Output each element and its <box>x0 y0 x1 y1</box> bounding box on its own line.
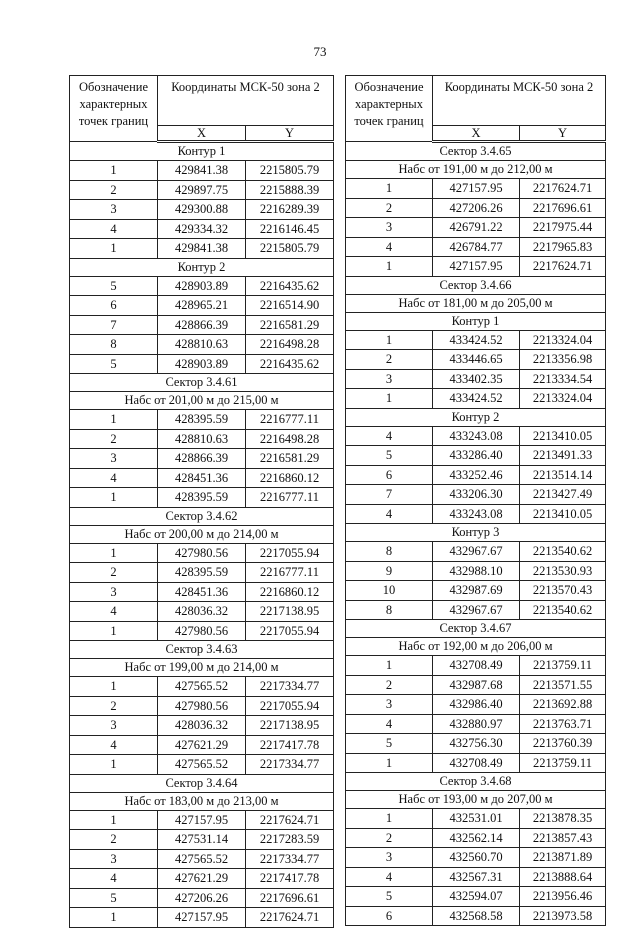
y-coordinate: 2213410.05 <box>520 426 606 446</box>
table-row <box>346 828 606 848</box>
point-number: 5 <box>346 887 433 907</box>
x-coordinate: 428965.21 <box>158 296 246 316</box>
section-title: Контур 2 <box>70 258 334 276</box>
y-coordinate: 2213324.04 <box>520 389 606 409</box>
section-title: Контур 2 <box>346 408 606 426</box>
x-coordinate: 427157.95 <box>158 810 246 830</box>
y-coordinate: 2213356.98 <box>520 350 606 370</box>
y-coordinate: 2217624.71 <box>520 179 606 199</box>
point-number: 4 <box>346 426 433 446</box>
table-row <box>346 753 606 773</box>
table-row <box>346 867 606 887</box>
x-coordinate: 426791.22 <box>433 218 520 238</box>
y-coordinate: 2216777.11 <box>246 410 334 430</box>
section-row <box>70 792 334 810</box>
point-number: 8 <box>70 335 158 355</box>
point-number: 3 <box>70 582 158 602</box>
table-row <box>70 602 334 622</box>
section-title: Сектор 3.4.63 <box>70 641 334 659</box>
left-table-body <box>70 142 334 928</box>
section-row <box>70 258 334 276</box>
table-row <box>70 677 334 697</box>
point-number: 3 <box>70 716 158 736</box>
point-number: 3 <box>346 695 433 715</box>
y-coordinate: 2217624.71 <box>520 257 606 277</box>
x-coordinate: 426784.77 <box>433 237 520 257</box>
point-number: 1 <box>70 908 158 928</box>
point-number: 2 <box>346 675 433 695</box>
table-row <box>346 848 606 868</box>
section-title: Набс от 193,00 м до 207,00 м <box>346 791 606 809</box>
point-number: 1 <box>70 621 158 641</box>
section-title: Набс от 181,00 м до 205,00 м <box>346 294 606 312</box>
y-coordinate: 2213871.89 <box>520 848 606 868</box>
section-title: Сектор 3.4.61 <box>70 374 334 392</box>
table-row <box>346 330 606 350</box>
table-row <box>346 389 606 409</box>
section-row <box>346 773 606 791</box>
point-number: 3 <box>70 200 158 220</box>
section-title: Контур 1 <box>70 142 334 161</box>
y-coordinate: 2215805.79 <box>246 161 334 181</box>
x-coordinate: 427621.29 <box>158 735 246 755</box>
point-number: 3 <box>70 449 158 469</box>
table-row <box>346 257 606 277</box>
y-coordinate: 2213760.39 <box>520 734 606 754</box>
y-coordinate: 2213759.11 <box>520 656 606 676</box>
table-row <box>346 369 606 389</box>
x-coordinate: 428810.63 <box>158 335 246 355</box>
y-coordinate: 2216435.62 <box>246 354 334 374</box>
x-coordinate: 432560.70 <box>433 848 520 868</box>
x-coordinate: 429841.38 <box>158 239 246 259</box>
table-row <box>70 468 334 488</box>
table-row <box>70 276 334 296</box>
point-number: 1 <box>346 753 433 773</box>
x-coordinate: 429897.75 <box>158 180 246 200</box>
x-coordinate: 428903.89 <box>158 354 246 374</box>
table-row <box>70 755 334 775</box>
y-coordinate: 2213759.11 <box>520 753 606 773</box>
y-coordinate: 2213410.05 <box>520 504 606 524</box>
section-title: Набс от 191,00 м до 212,00 м <box>346 161 606 179</box>
table-row <box>70 908 334 928</box>
point-number: 1 <box>346 179 433 199</box>
table-row <box>346 198 606 218</box>
designation-header: Обозначение характерных точек границ <box>70 76 158 142</box>
table-row <box>70 563 334 583</box>
y-coordinate: 2213530.93 <box>520 561 606 581</box>
x-coordinate: 427621.29 <box>158 869 246 889</box>
y-header: Y <box>246 126 334 142</box>
table-row <box>346 350 606 370</box>
y-coordinate: 2216146.45 <box>246 219 334 239</box>
point-number: 9 <box>346 561 433 581</box>
table-row <box>346 809 606 829</box>
table-row <box>346 561 606 581</box>
y-coordinate: 2213570.43 <box>520 581 606 601</box>
section-title: Контур 3 <box>346 524 606 542</box>
y-coordinate: 2213878.35 <box>520 809 606 829</box>
table-row <box>70 488 334 508</box>
point-number: 2 <box>70 563 158 583</box>
table-row <box>70 315 334 335</box>
table-row <box>70 735 334 755</box>
y-coordinate: 2216581.29 <box>246 315 334 335</box>
section-title: Сектор 3.4.64 <box>70 774 334 792</box>
y-coordinate: 2215805.79 <box>246 239 334 259</box>
y-coordinate: 2216435.62 <box>246 276 334 296</box>
section-title: Набс от 199,00 м до 214,00 м <box>70 659 334 677</box>
x-coordinate: 427157.95 <box>433 257 520 277</box>
x-coordinate: 433243.08 <box>433 426 520 446</box>
table-row <box>70 849 334 869</box>
table-row <box>70 219 334 239</box>
point-number: 1 <box>70 410 158 430</box>
table-row <box>70 410 334 430</box>
x-coordinate: 433446.65 <box>433 350 520 370</box>
y-coordinate: 2217334.77 <box>246 849 334 869</box>
y-coordinate: 2216498.28 <box>246 429 334 449</box>
x-coordinate: 433243.08 <box>433 504 520 524</box>
x-coordinate: 428395.59 <box>158 563 246 583</box>
x-coordinate: 428451.36 <box>158 468 246 488</box>
section-title: Сектор 3.4.62 <box>70 507 334 525</box>
section-row <box>70 392 334 410</box>
x-coordinate: 428036.32 <box>158 602 246 622</box>
point-number: 7 <box>346 485 433 505</box>
x-coordinate: 427565.52 <box>158 677 246 697</box>
table-row <box>346 504 606 524</box>
point-number: 1 <box>70 810 158 830</box>
table-row <box>70 716 334 736</box>
section-row <box>70 374 334 392</box>
y-header: Y <box>520 126 606 142</box>
y-coordinate: 2213956.46 <box>520 887 606 907</box>
point-number: 10 <box>346 581 433 601</box>
table-row <box>70 869 334 889</box>
x-coordinate: 432708.49 <box>433 656 520 676</box>
table-row <box>70 830 334 850</box>
section-row <box>70 507 334 525</box>
table-row <box>70 354 334 374</box>
section-row <box>70 774 334 792</box>
point-number: 4 <box>70 869 158 889</box>
section-title: Сектор 3.4.65 <box>346 142 606 161</box>
point-number: 8 <box>346 600 433 620</box>
y-coordinate: 2213540.62 <box>520 542 606 562</box>
y-coordinate: 2213763.71 <box>520 714 606 734</box>
x-coordinate: 427565.52 <box>158 755 246 775</box>
coordinates-table-left <box>69 75 334 928</box>
x-coordinate: 428866.39 <box>158 449 246 469</box>
point-number: 1 <box>346 389 433 409</box>
table-row <box>70 449 334 469</box>
point-number: 4 <box>70 219 158 239</box>
point-number: 5 <box>346 734 433 754</box>
point-number: 1 <box>70 161 158 181</box>
table-row <box>346 218 606 238</box>
y-coordinate: 2213540.62 <box>520 600 606 620</box>
x-coordinate: 432987.68 <box>433 675 520 695</box>
y-coordinate: 2217965.83 <box>520 237 606 257</box>
table-row <box>70 543 334 563</box>
point-number: 7 <box>70 315 158 335</box>
table-row <box>70 239 334 259</box>
y-coordinate: 2217696.61 <box>520 198 606 218</box>
y-coordinate: 2217975.44 <box>520 218 606 238</box>
x-coordinate: 432986.40 <box>433 695 520 715</box>
point-number: 4 <box>346 504 433 524</box>
y-coordinate: 2217055.94 <box>246 696 334 716</box>
table-row <box>346 237 606 257</box>
point-number: 2 <box>70 180 158 200</box>
y-coordinate: 2216777.11 <box>246 563 334 583</box>
y-coordinate: 2213324.04 <box>520 330 606 350</box>
point-number: 3 <box>70 849 158 869</box>
table-row <box>346 446 606 466</box>
table-row <box>346 734 606 754</box>
y-coordinate: 2213514.14 <box>520 465 606 485</box>
section-row <box>70 525 334 543</box>
y-coordinate: 2217624.71 <box>246 908 334 928</box>
section-title: Набс от 192,00 м до 206,00 м <box>346 638 606 656</box>
table-row <box>70 335 334 355</box>
y-coordinate: 2217417.78 <box>246 869 334 889</box>
point-number: 1 <box>70 755 158 775</box>
point-number: 1 <box>346 809 433 829</box>
table-row <box>346 485 606 505</box>
point-number: 6 <box>346 465 433 485</box>
point-number: 8 <box>346 542 433 562</box>
section-row <box>346 276 606 294</box>
section-row <box>70 641 334 659</box>
table-row <box>346 656 606 676</box>
section-row <box>346 294 606 312</box>
point-number: 5 <box>70 888 158 908</box>
x-coordinate: 427980.56 <box>158 696 246 716</box>
y-coordinate: 2213973.58 <box>520 906 606 926</box>
point-number: 5 <box>346 446 433 466</box>
y-coordinate: 2217696.61 <box>246 888 334 908</box>
table-row <box>346 906 606 926</box>
x-coordinate: 428395.59 <box>158 410 246 430</box>
point-number: 3 <box>346 848 433 868</box>
section-row <box>346 142 606 161</box>
y-coordinate: 2216860.12 <box>246 582 334 602</box>
section-row <box>346 312 606 330</box>
table-row <box>346 600 606 620</box>
point-number: 4 <box>346 867 433 887</box>
x-coordinate: 433424.52 <box>433 389 520 409</box>
point-number: 1 <box>70 239 158 259</box>
y-coordinate: 2217138.95 <box>246 716 334 736</box>
point-number: 2 <box>346 198 433 218</box>
point-number: 4 <box>346 237 433 257</box>
section-row <box>346 791 606 809</box>
x-coordinate: 427157.95 <box>433 179 520 199</box>
section-title: Сектор 3.4.68 <box>346 773 606 791</box>
x-coordinate: 433424.52 <box>433 330 520 350</box>
section-title: Контур 1 <box>346 312 606 330</box>
section-row <box>346 161 606 179</box>
section-row <box>346 408 606 426</box>
x-coordinate: 432880.97 <box>433 714 520 734</box>
y-coordinate: 2216289.39 <box>246 200 334 220</box>
x-coordinate: 432988.10 <box>433 561 520 581</box>
table-row <box>70 696 334 716</box>
y-coordinate: 2217417.78 <box>246 735 334 755</box>
table-row <box>346 542 606 562</box>
x-coordinate: 427565.52 <box>158 849 246 869</box>
designation-header: Обозначение характерных точек границ <box>346 76 433 142</box>
y-coordinate: 2217334.77 <box>246 755 334 775</box>
x-coordinate: 432967.67 <box>433 600 520 620</box>
y-coordinate: 2213491.33 <box>520 446 606 466</box>
x-coordinate: 427980.56 <box>158 543 246 563</box>
y-coordinate: 2213692.88 <box>520 695 606 715</box>
x-coordinate: 433252.46 <box>433 465 520 485</box>
point-number: 2 <box>346 350 433 370</box>
y-coordinate: 2213571.55 <box>520 675 606 695</box>
table-row <box>346 695 606 715</box>
point-number: 5 <box>70 354 158 374</box>
y-coordinate: 2217055.94 <box>246 543 334 563</box>
table-row <box>70 200 334 220</box>
point-number: 2 <box>70 830 158 850</box>
x-coordinate: 428903.89 <box>158 276 246 296</box>
x-coordinate: 432567.31 <box>433 867 520 887</box>
x-coordinate: 427206.26 <box>158 888 246 908</box>
x-coordinate: 432568.58 <box>433 906 520 926</box>
x-coordinate: 433286.40 <box>433 446 520 466</box>
section-row <box>346 620 606 638</box>
x-coordinate: 428810.63 <box>158 429 246 449</box>
point-number: 4 <box>346 714 433 734</box>
section-title: Набс от 200,00 м до 214,00 м <box>70 525 334 543</box>
x-header: X <box>158 126 246 142</box>
y-coordinate: 2216777.11 <box>246 488 334 508</box>
point-number: 6 <box>346 906 433 926</box>
y-coordinate: 2213334.54 <box>520 369 606 389</box>
coordinates-table-right <box>345 75 606 926</box>
point-number: 4 <box>70 602 158 622</box>
table-row <box>346 465 606 485</box>
x-coordinate: 427531.14 <box>158 830 246 850</box>
point-number: 1 <box>70 677 158 697</box>
x-coordinate: 428395.59 <box>158 488 246 508</box>
point-number: 4 <box>70 735 158 755</box>
x-coordinate: 432562.14 <box>433 828 520 848</box>
point-number: 3 <box>346 218 433 238</box>
point-number: 2 <box>70 429 158 449</box>
table-row <box>346 426 606 446</box>
x-coordinate: 428451.36 <box>158 582 246 602</box>
y-coordinate: 2217055.94 <box>246 621 334 641</box>
point-number: 1 <box>70 543 158 563</box>
point-number: 6 <box>70 296 158 316</box>
y-coordinate: 2216581.29 <box>246 449 334 469</box>
x-coordinate: 432708.49 <box>433 753 520 773</box>
table-row <box>346 887 606 907</box>
section-title: Сектор 3.4.66 <box>346 276 606 294</box>
table-row <box>70 810 334 830</box>
table-row <box>70 621 334 641</box>
y-coordinate: 2217624.71 <box>246 810 334 830</box>
table-row <box>70 429 334 449</box>
x-coordinate: 429300.88 <box>158 200 246 220</box>
x-coordinate: 433206.30 <box>433 485 520 505</box>
right-table-body <box>346 142 606 926</box>
table-row <box>70 161 334 181</box>
x-coordinate: 429334.32 <box>158 219 246 239</box>
x-coordinate: 427980.56 <box>158 621 246 641</box>
table-row <box>346 581 606 601</box>
y-coordinate: 2217283.59 <box>246 830 334 850</box>
section-row <box>346 638 606 656</box>
y-coordinate: 2216498.28 <box>246 335 334 355</box>
section-row <box>70 659 334 677</box>
section-row <box>346 524 606 542</box>
y-coordinate: 2213427.49 <box>520 485 606 505</box>
point-number: 2 <box>70 696 158 716</box>
section-title: Набс от 183,00 м до 213,00 м <box>70 792 334 810</box>
point-number: 1 <box>346 330 433 350</box>
section-row <box>70 142 334 161</box>
x-header: X <box>433 126 520 142</box>
x-coordinate: 433402.35 <box>433 369 520 389</box>
section-title: Сектор 3.4.67 <box>346 620 606 638</box>
y-coordinate: 2213857.43 <box>520 828 606 848</box>
x-coordinate: 428866.39 <box>158 315 246 335</box>
x-coordinate: 432756.30 <box>433 734 520 754</box>
coordinates-header: Координаты МСК-50 зона 2 <box>433 76 606 126</box>
y-coordinate: 2216860.12 <box>246 468 334 488</box>
point-number: 1 <box>346 257 433 277</box>
coordinates-header: Координаты МСК-50 зона 2 <box>158 76 334 126</box>
x-coordinate: 427206.26 <box>433 198 520 218</box>
y-coordinate: 2213888.64 <box>520 867 606 887</box>
table-row <box>346 675 606 695</box>
point-number: 2 <box>346 828 433 848</box>
table-row <box>346 714 606 734</box>
point-number: 1 <box>346 656 433 676</box>
x-coordinate: 429841.38 <box>158 161 246 181</box>
x-coordinate: 432531.01 <box>433 809 520 829</box>
x-coordinate: 427157.95 <box>158 908 246 928</box>
y-coordinate: 2217138.95 <box>246 602 334 622</box>
x-coordinate: 432967.67 <box>433 542 520 562</box>
y-coordinate: 2216514.90 <box>246 296 334 316</box>
table-row <box>70 296 334 316</box>
table-row <box>70 582 334 602</box>
y-coordinate: 2217334.77 <box>246 677 334 697</box>
point-number: 5 <box>70 276 158 296</box>
table-row <box>70 888 334 908</box>
x-coordinate: 428036.32 <box>158 716 246 736</box>
table-row <box>346 179 606 199</box>
table-row <box>70 180 334 200</box>
y-coordinate: 2215888.39 <box>246 180 334 200</box>
point-number: 3 <box>346 369 433 389</box>
point-number: 4 <box>70 468 158 488</box>
section-title: Набс от 201,00 м до 215,00 м <box>70 392 334 410</box>
x-coordinate: 432594.07 <box>433 887 520 907</box>
x-coordinate: 432987.69 <box>433 581 520 601</box>
point-number: 1 <box>70 488 158 508</box>
page-number: 73 <box>313 44 327 59</box>
